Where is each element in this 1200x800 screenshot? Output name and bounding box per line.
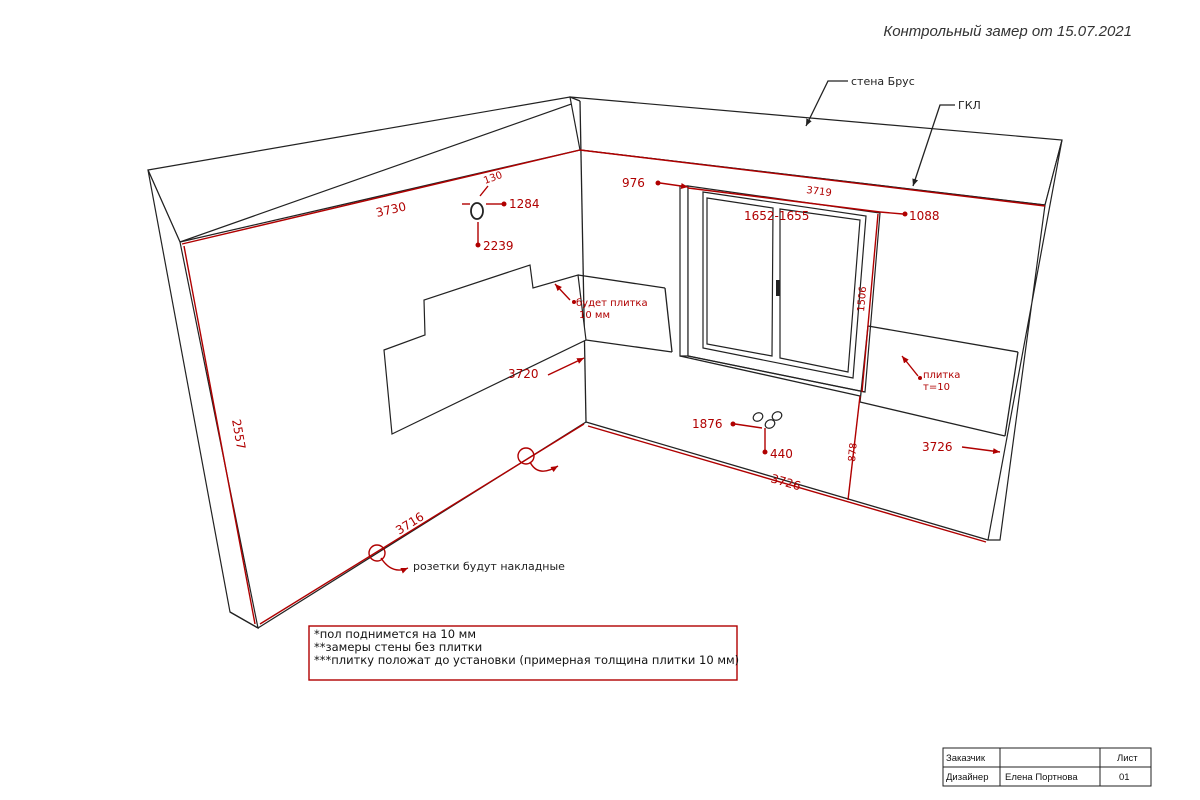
dim-right-wall-mid: 3726 xyxy=(922,440,953,454)
dim-window-left: 976 xyxy=(622,176,645,190)
label-tile-thickness-2: т=10 xyxy=(923,382,950,393)
left-tile-zone xyxy=(384,265,672,434)
dim-lamp-height: 2239 xyxy=(483,239,514,253)
label-tile-future-2: 10 мм xyxy=(579,310,610,321)
title-block-designer-value: Елена Портнова xyxy=(1005,772,1078,783)
lamp-icon xyxy=(471,203,483,219)
dim-tap-height: 440 xyxy=(770,447,793,461)
dim-left-floor: 3716 xyxy=(393,509,427,538)
label-wall-material: стена Брус xyxy=(851,75,915,88)
dim-left-wall-top: 3730 xyxy=(374,199,408,220)
label-tile-thickness: плитка xyxy=(923,370,961,381)
title-block-sheet-label: Лист xyxy=(1117,753,1138,764)
dim-lamp-x: 1284 xyxy=(509,197,540,211)
label-sockets: розетки будут накладные xyxy=(413,560,565,573)
title-block xyxy=(943,748,1151,786)
room-walls xyxy=(148,97,1062,628)
label-gkl: ГКЛ xyxy=(958,99,981,112)
dim-tap-x: 1876 xyxy=(692,417,723,431)
label-tile-future: будет плитка xyxy=(576,298,648,309)
dim-lamp-offset: 130 xyxy=(482,169,504,187)
title-block-sheet-value: 01 xyxy=(1119,772,1130,783)
dim-window-right: 1088 xyxy=(909,209,940,223)
dim-window-sill: 878 xyxy=(847,442,860,463)
dim-right-floor: 3726 xyxy=(769,471,803,494)
note-3: ***плитку положат до установки (примерная толщина плитки 10 мм) xyxy=(314,653,740,667)
dim-window-width: 1652-1655 xyxy=(744,209,810,223)
dim-left-wall-mid: 3720 xyxy=(508,367,539,381)
title-block-client-label: Заказчик xyxy=(946,753,986,764)
dim-window-height: 1506 xyxy=(856,285,870,313)
dim-left-wall-height: 2557 xyxy=(229,418,249,451)
dim-right-wall-top: 3719 xyxy=(805,185,833,200)
title-block-designer-label: Дизайнер xyxy=(946,772,989,783)
right-tile-zone xyxy=(860,326,1018,436)
left-wall-top xyxy=(148,97,580,242)
note-1: *пол поднимется на 10 мм xyxy=(314,627,477,641)
note-2: **замеры стены без плитки xyxy=(314,640,483,654)
drawing-title: Контрольный замер от 15.07.2021 xyxy=(883,23,1132,40)
